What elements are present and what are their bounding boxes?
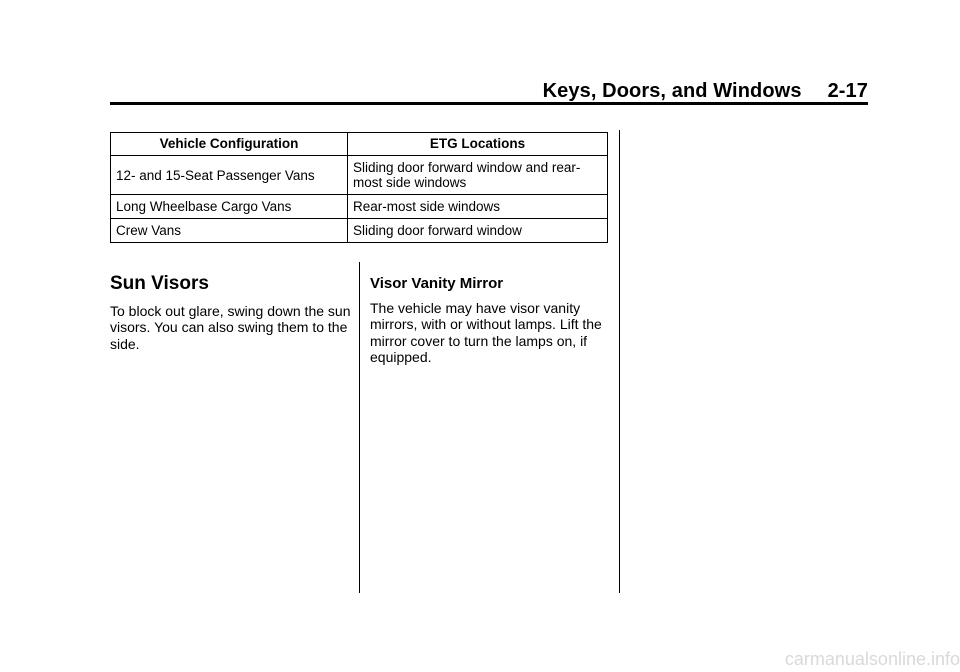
table-cell: Sliding door forward window and rear-most side windows	[348, 156, 608, 195]
table-row	[111, 195, 608, 219]
section-title: Keys, Doors, and Windows	[542, 80, 802, 102]
page-header	[543, 80, 868, 103]
table-cell: Crew Vans	[111, 219, 348, 243]
table-header-row	[111, 133, 608, 156]
sun-visors-text: To block out glare, swing down the sun visors. You can also swing them to the side.	[110, 303, 351, 352]
column-header-etg-locations: ETG Locations	[348, 133, 608, 156]
etg-locations-table	[110, 132, 608, 243]
footer-watermark-url: carmanualsonline.info	[784, 649, 960, 669]
sun-visors-heading: Sun Visors	[110, 273, 209, 294]
table-cell: Sliding door forward window	[348, 219, 608, 243]
page-number: 2-17	[827, 80, 868, 102]
column-header-vehicle-configuration: Vehicle Configuration	[111, 133, 348, 156]
column-divider-left	[359, 262, 360, 593]
table-row	[111, 219, 608, 243]
table-cell: Rear-most side windows	[348, 195, 608, 219]
visor-vanity-mirror-heading: Visor Vanity Mirror	[370, 275, 504, 292]
table-row	[111, 156, 608, 195]
header-rule	[110, 102, 868, 105]
visor-vanity-mirror-text: The vehicle may have visor vanity mirrors, with or without lamps. Lift the mirror cover to turn the lamps on, if equipped.	[370, 300, 602, 365]
table-cell: Long Wheelbase Cargo Vans	[111, 195, 348, 219]
column-divider-right	[619, 130, 620, 593]
table-cell: 12- and 15-Seat Passenger Vans	[111, 156, 348, 195]
